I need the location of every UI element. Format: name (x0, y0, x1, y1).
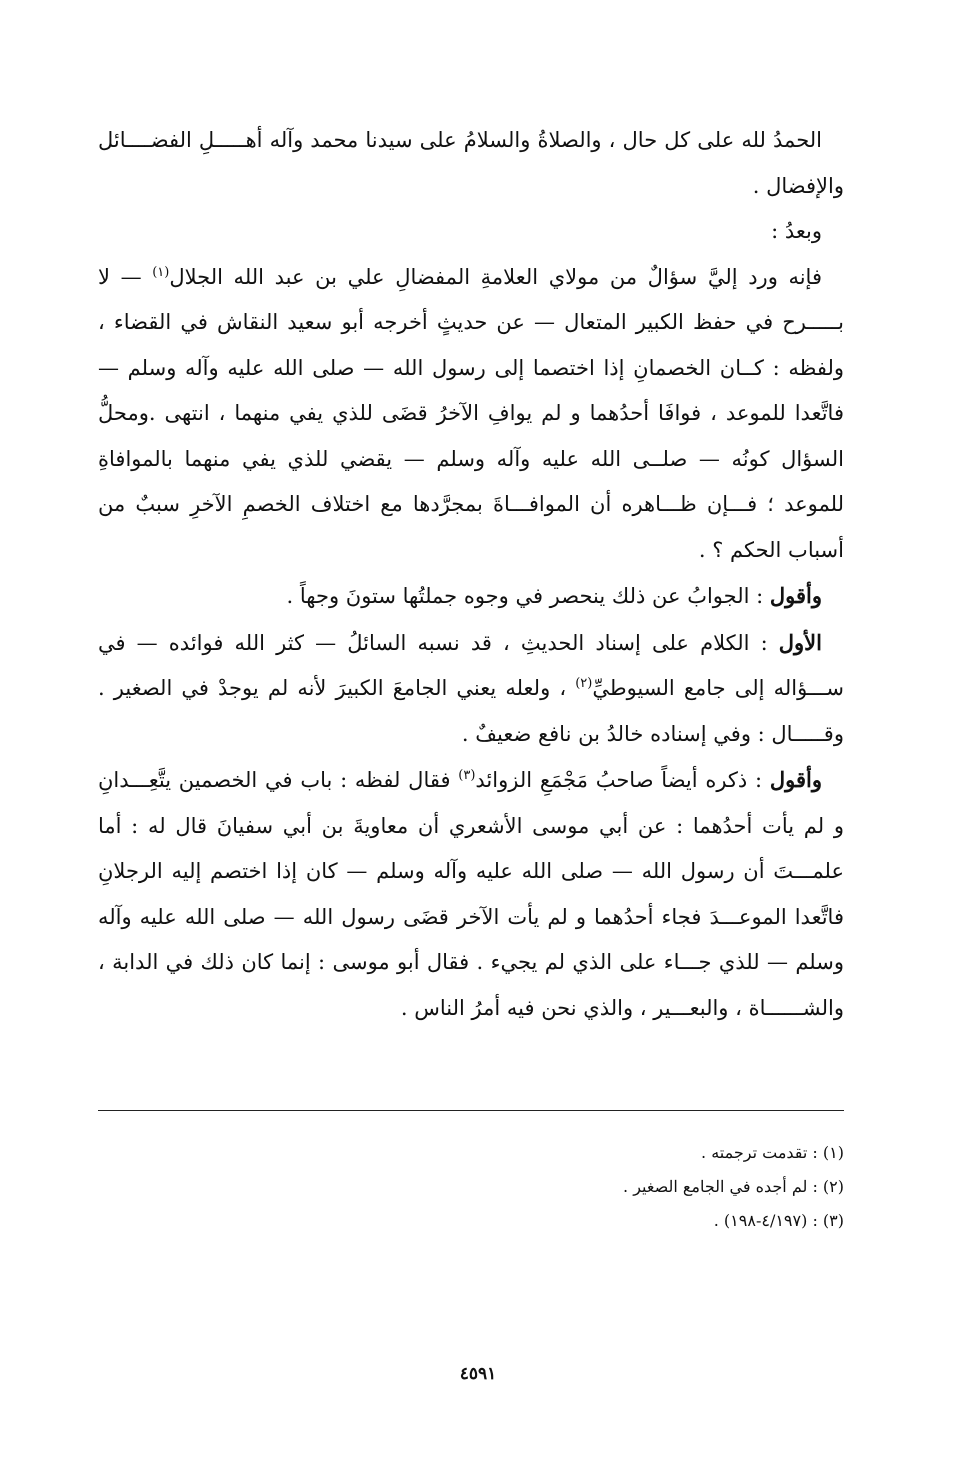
first-point-lead: الأول (778, 629, 822, 655)
first-point-text: : الكلام على إسناد الحديثِ ، قد نسبه السائلُ — كثر الله فوائده — في ســـؤاله إلى جامع السيوطيِّ (98, 630, 844, 700)
page-number: ٤٥٩١ (459, 1364, 497, 1384)
footnotes-block (98, 1136, 844, 1238)
wa-badu-paragraph (98, 209, 844, 255)
footnote-divider (98, 1110, 844, 1111)
footnote-3: (٣) : (٤/١٩٧-١٩٨) . (713, 1211, 844, 1230)
second-point-paragraph (98, 757, 844, 1031)
answer-intro-lead: وأقول (769, 583, 822, 608)
opening-praise-paragraph (98, 118, 844, 209)
second-point-lead: وأقول (769, 767, 822, 792)
main-text-block (98, 118, 844, 1031)
footnote-ref-3: (٣) (458, 768, 476, 783)
footnote-ref-2: (٢) (575, 676, 593, 691)
question-paragraph (98, 255, 844, 574)
footnote-2: (٢) : لم أجده في الجامع الصغير . (623, 1177, 844, 1196)
question-text-rest: — لا بـــــرح في حفظ الكبير المتعال — عن حديثٍ أخرجه أبو سعيد النقاش في القضاء ، ولفظه : كــان الخصمانِ إذا اختصما إلى رسول الله — صلى الله عليه وآله وسلم — فاتَّعدا للموعد ، فوافَا أحدُهما و لم يوافِ الآخرُ قضَى للذي يفي منهما ، انتهى .ومحلُّ السؤال كونُه — صلــى الله عليه وآله وسلم — يقضي للذي يفي منهما بالموافاةِ للموعد ؛ فـــإن ظـــاهره أن الموافـــاةَ بمجرَّدها مع اختلاف الخصمِ الآخرِ سببٌ من أسباب الحكم ؟ . (98, 264, 844, 562)
first-point-text-rest: ، ولعله يعني الجامعَ الكبيرَ لأنه لم يوجدْ في الصغير . وقـــــال : وفي إسناده خالدُ بن نافع ضعيفٌ . (98, 676, 844, 746)
answer-intro-text: : الجوابُ عن ذلك ينحصر في وجوه جملتُها ستونَ وجهاً . (286, 584, 770, 608)
opening-praise-text: الحمدُ لله على كل حال ، والصلاةُ والسلامُ على سيدنا محمد وآله أهـــــلِ الفضــــائل والإفضال . (98, 128, 844, 198)
second-point-text-rest: فقال لفظه : باب في الخصمين يتَّعِـــدانِ و لم يأت أحدُهما : عن أبي موسى الأشعري أن معاويةَ بن أبي سفيانَ قال له : أما علمـــتَ أن رسول الله — صلى الله عليه وآله وسلم — كان إذا اختصم إليه الرجلانِ فاتَّعدا الموعـــدَ فجاء أحدُهما و لم يأت الآخر قضَى رسول الله — صلى الله عليه وآله وسلم — للذي جـــاء على الذي لم يجيء . فقال أبو موسى : إنما كان ذلك في الدابة ، والشــــــاة ، والبعـــير ، والذي نحن فيه أمرُ الناس . (98, 768, 844, 1020)
first-point-paragraph (98, 620, 844, 758)
question-text-start: فإنه ورد إليَّ سؤالٌ من مولاي العلامةِ المفضالِ علي بن عبد الله الجلال (169, 264, 822, 289)
footnote-ref-1: (١) (152, 264, 170, 280)
answer-intro-paragraph (98, 573, 844, 620)
wa-badu-text: وبعدُ : (771, 219, 822, 243)
footnote-1: (١) : تقدمت ترجمته . (701, 1143, 844, 1162)
second-point-text: : ذكره أيضاً صاحبُ مَجْمَعِ الزوائد (475, 768, 770, 792)
